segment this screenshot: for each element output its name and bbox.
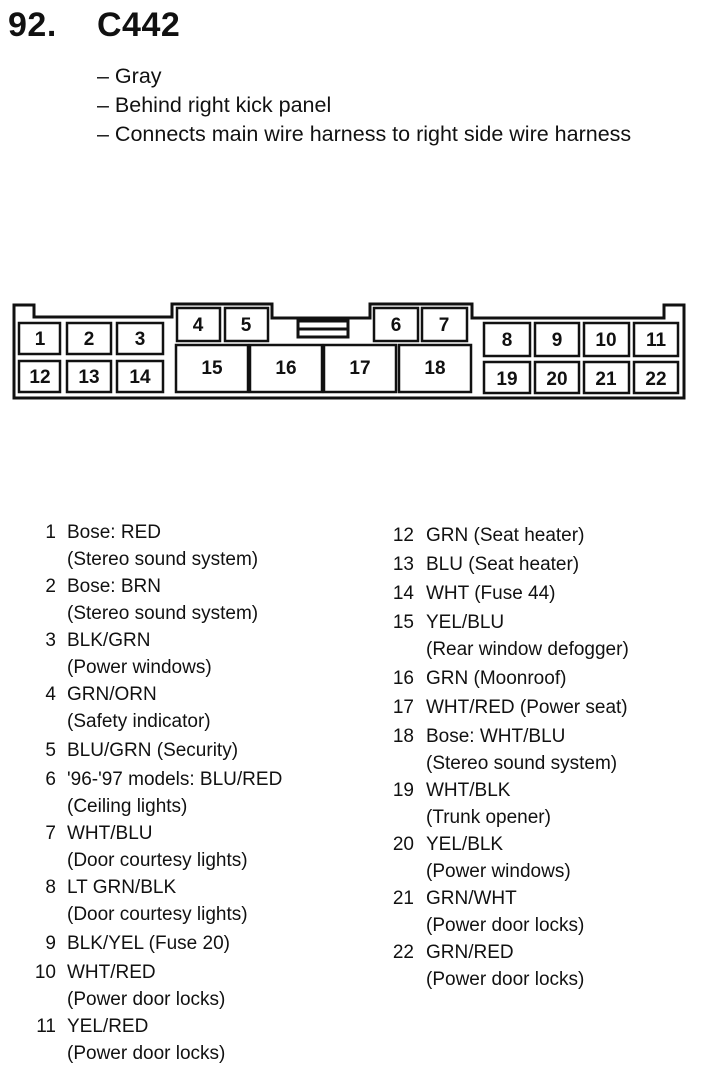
legend-pin-number: 1 <box>45 522 56 543</box>
legend-pin-number: 20 <box>392 834 414 855</box>
legend-item-2 <box>30 573 282 627</box>
legend-wire: YEL/RED <box>67 1016 149 1037</box>
legend-wire: Bose: WHT/BLU <box>426 726 566 747</box>
legend-wire: GRN/ORN <box>67 684 157 705</box>
legend-pin-number: 12 <box>392 525 414 546</box>
legend-item-4 <box>30 681 282 735</box>
legend-wire: WHT (Fuse 44) <box>426 583 556 604</box>
legend-pin-number: 8 <box>45 877 56 898</box>
legend-pin-number: 5 <box>45 740 56 761</box>
legend-pin-number: 15 <box>392 612 414 633</box>
legend-item-10 <box>30 959 282 1013</box>
pin-label-15: 15 <box>201 358 223 379</box>
legend-item-9 <box>30 930 282 957</box>
legend-wire: WHT/BLK <box>426 780 511 801</box>
legend-wire: BLU (Seat heater) <box>426 554 580 575</box>
pin-label-1: 1 <box>34 329 46 350</box>
pin-label-11: 11 <box>645 330 667 351</box>
legend-pin-number: 19 <box>392 780 414 801</box>
legend-circuit: (Power door locks) <box>426 915 585 936</box>
legend-item-22 <box>384 939 629 993</box>
legend-pin-number: 11 <box>36 1016 56 1037</box>
pin-label-7: 7 <box>438 315 450 336</box>
legend-wire: BLK/GRN <box>67 630 151 651</box>
legend-pin-number: 13 <box>392 554 414 575</box>
legend-wire: WHT/BLU <box>67 823 153 844</box>
pin-label-12: 12 <box>29 367 51 388</box>
pin-legend-right <box>384 520 629 993</box>
pin-label-3: 3 <box>134 329 146 350</box>
legend-circuit: (Ceiling lights) <box>67 796 188 817</box>
pin-label-22: 22 <box>645 369 667 390</box>
legend-pin-number: 4 <box>45 684 56 705</box>
legend-pin-number: 3 <box>45 630 56 651</box>
legend-wire: '96-'97 models: BLU/RED <box>67 769 283 790</box>
legend-wire: BLU/GRN (Security) <box>67 740 239 761</box>
legend-item-12 <box>384 522 629 549</box>
page-number: 92. <box>8 6 57 44</box>
pin-label-19: 19 <box>496 369 518 390</box>
legend-pin-number: 2 <box>45 576 56 597</box>
legend-wire: Bose: RED <box>67 522 161 543</box>
legend-pin-number: 16 <box>392 668 414 689</box>
pin-label-21: 21 <box>595 369 617 390</box>
legend-pin-number: 6 <box>45 769 56 790</box>
legend-circuit: (Power windows) <box>67 657 212 678</box>
pin-label-16: 16 <box>275 358 297 379</box>
legend-item-5 <box>30 737 282 764</box>
legend-circuit: (Power door locks) <box>67 1043 226 1064</box>
legend-circuit: (Safety indicator) <box>67 711 211 732</box>
legend-item-18 <box>384 723 629 777</box>
pin-legend-left <box>30 519 282 1067</box>
pin-label-13: 13 <box>78 367 100 388</box>
legend-item-16 <box>384 665 629 692</box>
legend-circuit: (Door courtesy lights) <box>67 850 248 871</box>
note-location: – Behind right kick panel <box>97 93 332 117</box>
legend-item-15 <box>384 609 629 663</box>
legend-pin-number: 14 <box>392 583 414 604</box>
pin-label-6: 6 <box>390 315 402 336</box>
legend-circuit: (Stereo sound system) <box>67 603 259 624</box>
legend-item-19 <box>384 777 629 831</box>
legend-pin-number: 17 <box>392 697 414 718</box>
legend-wire: Bose: BRN <box>67 576 161 597</box>
legend-item-11 <box>30 1013 282 1067</box>
legend-circuit: (Rear window defogger) <box>426 639 629 660</box>
legend-wire: GRN/WHT <box>426 888 517 909</box>
legend-wire: GRN (Seat heater) <box>426 525 585 546</box>
legend-pin-number: 21 <box>392 888 414 909</box>
legend-circuit: (Power door locks) <box>426 969 585 990</box>
legend-pin-number: 9 <box>45 933 56 954</box>
legend-pin-number: 7 <box>45 823 56 844</box>
legend-item-21 <box>384 885 629 939</box>
legend-item-1 <box>30 519 282 573</box>
legend-wire: YEL/BLU <box>426 612 505 633</box>
legend-pin-number: 10 <box>34 962 56 983</box>
legend-item-17 <box>384 694 629 721</box>
legend-circuit: (Door courtesy lights) <box>67 904 248 925</box>
legend-wire: YEL/BLK <box>426 834 504 855</box>
legend-item-13 <box>384 551 629 578</box>
legend-wire: GRN (Moonroof) <box>426 668 567 689</box>
legend-item-20 <box>384 831 629 885</box>
pin-label-8: 8 <box>501 330 513 351</box>
legend-item-3 <box>30 627 282 681</box>
legend-wire: LT GRN/BLK <box>67 877 177 898</box>
legend-wire: WHT/RED <box>67 962 156 983</box>
legend-circuit: (Power windows) <box>426 861 571 882</box>
legend-circuit: (Stereo sound system) <box>67 549 259 570</box>
legend-item-8 <box>30 874 282 928</box>
note-connection: – Connects main wire harness to right side wire harness <box>97 122 632 146</box>
pin-label-10: 10 <box>595 330 617 351</box>
legend-wire: BLK/YEL (Fuse 20) <box>67 933 230 954</box>
pin-label-17: 17 <box>349 358 371 379</box>
pin-label-14: 14 <box>129 367 151 388</box>
legend-item-14 <box>384 580 629 607</box>
legend-wire: WHT/RED (Power seat) <box>426 697 628 718</box>
connector-title: C442 <box>97 6 181 44</box>
legend-circuit: (Trunk opener) <box>426 807 551 828</box>
legend-circuit: (Stereo sound system) <box>426 753 618 774</box>
pin-label-5: 5 <box>240 315 252 336</box>
legend-wire: GRN/RED <box>426 942 514 963</box>
pin-label-20: 20 <box>546 369 568 390</box>
legend-pin-number: 18 <box>392 726 414 747</box>
pin-label-4: 4 <box>192 315 204 336</box>
pin-label-2: 2 <box>83 329 95 350</box>
pin-label-9: 9 <box>551 330 563 351</box>
legend-circuit: (Power door locks) <box>67 989 226 1010</box>
note-color: – Gray <box>97 64 162 88</box>
pin-label-18: 18 <box>424 358 446 379</box>
legend-item-6 <box>30 766 282 820</box>
legend-pin-number: 22 <box>392 942 414 963</box>
legend-item-7 <box>30 820 282 874</box>
